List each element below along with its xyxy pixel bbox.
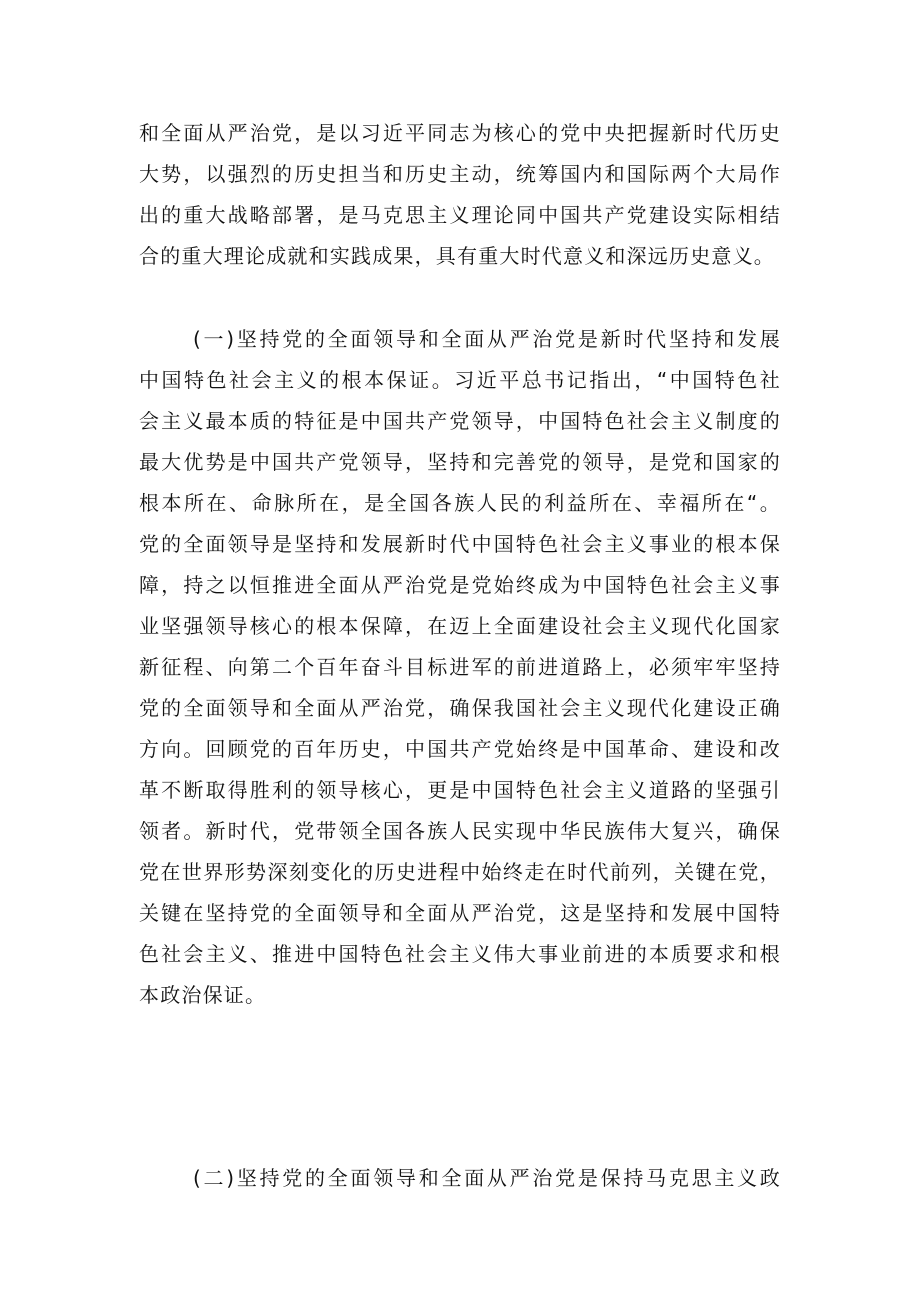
text-line: 新征程、向第二个百年奋斗目标进军的前进道路上，必须牢牢坚持 (139, 655, 781, 679)
text-line: 大势，以强烈的历史担当和历史主动，统筹国内和国际两个大局作 (139, 162, 781, 186)
text-line: 中国特色社会主义的根本保证。习近平总书记指出，“中国特色社 (139, 368, 781, 392)
text-line: 党在世界形势深刻变化的历史进程中始终走在时代前列，关键在党， (139, 860, 781, 884)
text-line: 本政治保证。 (139, 983, 267, 1007)
text-line: 合的重大理论成就和实践成果，具有重大时代意义和深远历史意义。 (139, 244, 775, 268)
text-line: 领者。新时代，党带领全国各族人民实现中华民族伟大复兴，确保 (139, 819, 781, 843)
paragraph-continuation (139, 113, 781, 277)
text-line: 色社会主义、推进中国特色社会主义伟大事业前进的本质要求和根 (139, 942, 781, 966)
text-line: 障，持之以恒推进全面从严治党是党始终成为中国特色社会主义事 (139, 573, 781, 597)
paragraph-section-two (139, 1158, 781, 1199)
text-line: 革不断取得胜利的领导核心，更是中国特色社会主义道路的坚强引 (139, 778, 781, 802)
text-line: 党的全面领导是坚持和发展新时代中国特色社会主义事业的根本保 (139, 532, 781, 556)
text-line: 关键在坚持党的全面领导和全面从严治党，这是坚持和发展中国特 (139, 901, 781, 925)
text-line: 会主义最本质的特征是中国共产党领导，中国特色社会主义制度的 (139, 409, 781, 433)
text-line: 出的重大战略部署，是马克思主义理论同中国共产党建设实际相结 (139, 203, 781, 227)
text-line: 和全面从严治党，是以习近平同志为核心的党中央把握新时代历史 (139, 121, 781, 145)
text-line: 根本所在、命脉所在，是全国各族人民的利益所在、幸福所在“。 (139, 491, 781, 515)
section-heading-line: (一)坚持党的全面领导和全面从严治党是新时代坚持和发展 (193, 327, 781, 351)
paragraph-section-one (139, 319, 781, 1016)
section-heading-line: (二)坚持党的全面领导和全面从严治党是保持马克思主义政 (193, 1166, 781, 1190)
text-line: 党的全面领导和全面从严治党，确保我国社会主义现代化建设正确 (139, 696, 781, 720)
text-line: 业坚强领导核心的根本保障，在迈上全面建设社会主义现代化国家 (139, 614, 781, 638)
text-line: 最大优势是中国共产党领导，坚持和完善党的领导，是党和国家的 (139, 450, 781, 474)
text-line: 方向。回顾党的百年历史，中国共产党始终是中国革命、建设和改 (139, 737, 781, 761)
